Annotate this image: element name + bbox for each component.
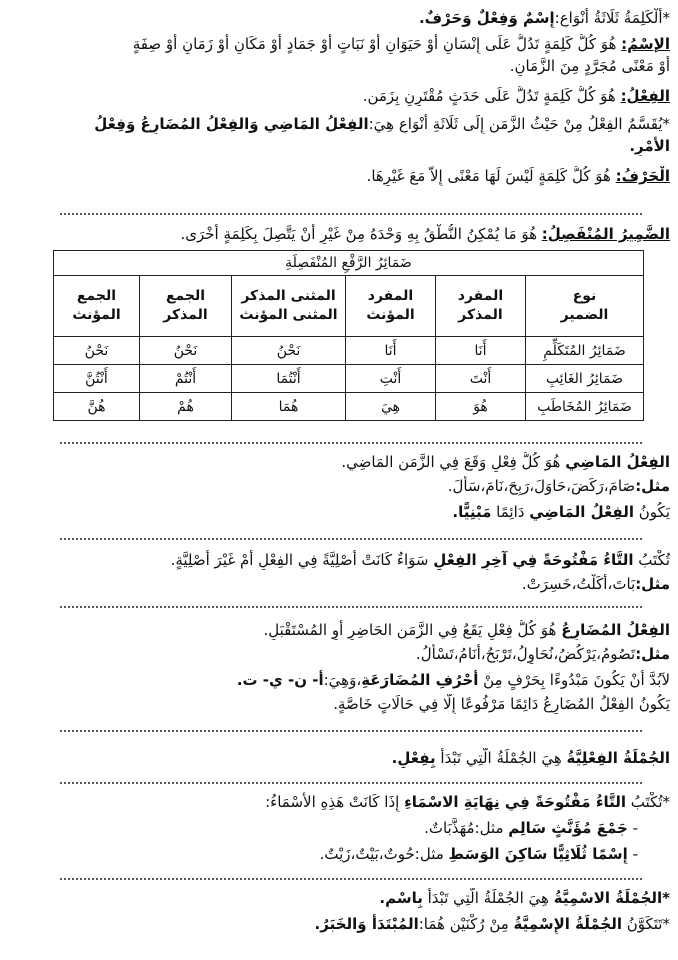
dotted-separator xyxy=(60,213,642,215)
text: مثل:حُوتٌ،بَيْتٌ،زَيْتٌ. xyxy=(319,845,449,863)
table-cell: أَنْتُنَّ xyxy=(53,365,139,393)
table-cell: هُوَ xyxy=(436,393,526,421)
text: يَكُونُ xyxy=(634,503,670,521)
feminine-plural-line xyxy=(6,818,638,838)
noun-definition-line xyxy=(6,34,670,54)
text: - xyxy=(627,819,638,837)
dotted-separator xyxy=(60,442,642,444)
dotted-separator xyxy=(60,538,642,540)
verb-types-cont-line xyxy=(6,136,670,156)
pronouns-table xyxy=(53,250,644,421)
text: *تَتَكَوَّنُ xyxy=(621,915,670,933)
table-row xyxy=(53,365,643,393)
term-noun: الإسْمُ: xyxy=(621,35,670,53)
table-cell: أَنْتِ xyxy=(346,365,436,393)
dotted-separator xyxy=(60,878,642,880)
example-label: مثل: xyxy=(635,645,670,663)
term-particle: الْحَرْفُ: xyxy=(615,167,670,185)
text: *أَلْكَلِمَةُ ثَلَاثَةُ أَنْوَاعٍ: xyxy=(554,9,670,27)
text: مِنْ رُكْنَيْنِ هُمَا: xyxy=(418,915,514,933)
text: يَكُونُ الفِعْلُ المُضَارِعُ دَائِمًا مَرْفُوعًا إِلَّا فِي حَالَاتٍ خَاصَّةٍ. xyxy=(333,695,670,713)
example-label: مثل: xyxy=(635,477,670,495)
text: سَوَاءٌ كَانَتْ أَصْلِيَّةً فِي الفِعْلِ أَمْ غَيْرَ أَصْلِيَّةٍ. xyxy=(170,551,434,569)
dotted-separator xyxy=(60,730,642,732)
past-verb-example-line xyxy=(6,476,670,496)
table-header-row xyxy=(53,276,643,337)
text: هِيَ الجُمْلَةُ الَّتِي تَبْدَأُ xyxy=(435,749,567,767)
bold-text: بِفِعْلٍ. xyxy=(391,749,436,767)
text: هُوَ كُلُّ كَلِمَةٍ لَيْسَ لَهَا مَعْنًى إِلاَّ مَعَ غَيْرِهَا. xyxy=(366,167,616,185)
table-cell: أَنْتَ xyxy=(436,365,526,393)
term-present-verb: الفِعْلُ المُضَارِعُ xyxy=(561,621,670,639)
bold-text: بِاسْمٍ. xyxy=(379,889,423,907)
bold-text: الفِعْلُ المَاضِي وَالفِعْلُ المُضَارِعُ وَفِعْلُ xyxy=(94,115,369,133)
bold-text: أ- ن- ي- ت. xyxy=(236,671,324,689)
triliteral-noun-line xyxy=(6,844,638,864)
term-verb: الفِعْلُ: xyxy=(620,87,670,105)
table-cell: ضَمَائِرُ المُخَاطَبِ xyxy=(526,393,644,421)
text: هُوَ كُلُّ كَلِمَةٍ تَدُلُّ عَلَى حَدَثٍ مُقْتَرِنٍ بِزَمَنٍ. xyxy=(362,87,621,105)
example-label: مثل: xyxy=(635,575,670,593)
header-cell: نوع الضمير xyxy=(526,276,644,337)
open-taa-noun-line xyxy=(6,792,670,812)
table-cell: هُمْ xyxy=(140,393,232,421)
header-cell: الجمع المؤنث xyxy=(53,276,139,337)
table-cell: ضَمَائِرُ الغَائِبِ xyxy=(526,365,644,393)
term-verbal-sentence: الجُمْلَةُ الفِعْلِيَّةُ xyxy=(566,749,670,767)
pronoun-definition-line xyxy=(6,224,670,244)
term-past-verb: الفِعْلُ المَاضِي xyxy=(565,453,670,471)
bold-text: الأَمْرِ. xyxy=(629,137,670,155)
text: أَوْ مَعْنًى مُجَرَّدٍ مِنَ الزَّمَانِ. xyxy=(509,57,670,75)
past-verb-rule-line xyxy=(6,502,670,522)
table-cell: هِيَ xyxy=(346,393,436,421)
header-cell: المفرد المذكر xyxy=(436,276,526,337)
open-taa-verb-line xyxy=(6,550,670,570)
table-cell: هُمَا xyxy=(232,393,346,421)
table-row xyxy=(53,393,643,421)
text: ،وَهِيَ: xyxy=(323,671,362,689)
table-cell: أَنْتُمْ xyxy=(140,365,232,393)
present-verb-rule-line xyxy=(6,694,670,714)
text: *تُكْتَبُ xyxy=(626,793,670,811)
text: لاَبُدَّ أَنْ يَكُونَ مَبْدُوءًا بِحَرْفٍ مِنْ xyxy=(478,671,670,689)
past-verb-definition-line xyxy=(6,452,670,472)
types-of-word-line xyxy=(6,8,670,28)
verb-types-line xyxy=(6,114,670,134)
present-verb-example-line xyxy=(6,644,670,664)
table-cell: نَحْنُ xyxy=(53,337,139,365)
bold-text: إِسْمًا ثُلَاثِيًّا سَاكِنَ الوَسَطِ xyxy=(448,845,628,863)
noun-definition-cont-line xyxy=(6,56,670,76)
text: تُكْتَبُ xyxy=(633,551,670,569)
bold-text: التَّاءُ مَفْتُوحَةً فِي نِهَايَةِ الاسْمَاءِ xyxy=(404,793,627,811)
table-cell: أَنَا xyxy=(346,337,436,365)
present-verb-definition-line xyxy=(6,620,670,640)
text: بَاتَ،أَكَلْتُ،خَسِرَتْ. xyxy=(521,575,636,593)
text: هُوَ مَا يُمْكِنُ النُّطْقُ بِهِ وَحْدَهُ مِنْ غَيْرِ أَنْ يَتَّصِلَ بِكَلِمَةٍ أُخْرَى. xyxy=(180,225,542,243)
text: دَائِمًا xyxy=(491,503,530,521)
bold-text: التَّاءُ مَفْتُوحَةً فِي آخِرِ الفِعْلِ xyxy=(433,551,634,569)
header-cell: المثنى المذكر المثنى المؤنث xyxy=(232,276,346,337)
text: تَصُومُ،يَرْكُضُ،نُحَاوِلُ،تَرْبَحُ،أَنَامُ،تَسْأَلُ. xyxy=(415,645,636,663)
table-cell: أَنْتُمَا xyxy=(232,365,346,393)
text: هِيَ الجُمْلَةُ الَّتِي تَبْدَأُ xyxy=(422,889,554,907)
verbal-sentence-line xyxy=(6,748,670,768)
verb-definition-line xyxy=(6,86,670,106)
dotted-separator xyxy=(60,782,642,784)
text: هُوَ كُلُّ فِعْلٍ وَقَعَ فِي الزَّمَنِ المَاضِي. xyxy=(341,453,566,471)
open-taa-example-line xyxy=(6,574,670,594)
table-cell: ضَمَائِرُ المُتَكَلِّمِ xyxy=(526,337,644,365)
nominal-sentence-parts-line xyxy=(6,914,670,934)
bold-text: إِسْمٌ وَفِعْلٌ وَحَرْفٌ. xyxy=(418,9,555,27)
bold-text: المُبْتَدَأُ وَالخَبَرُ. xyxy=(314,915,419,933)
table-cell: هُنَّ xyxy=(53,393,139,421)
particle-definition-line xyxy=(6,166,670,186)
text: إِذَا كَانَتْ هَذِهِ الأَسْمَاءُ: xyxy=(265,793,405,811)
text: - xyxy=(627,845,638,863)
text: مثل:مُهَذَّبَاتٌ. xyxy=(424,819,509,837)
header-cell: الجمع المذكر xyxy=(140,276,232,337)
dotted-separator xyxy=(60,606,642,608)
text: *يُقَسَّمُ الفِعْلُ مِنْ حَيْثُ الزَّمَنِ إِلَى ثَلَاثَةِ أَنْوَاعٍ هِيَ: xyxy=(368,115,670,133)
nominal-sentence-line xyxy=(6,888,670,908)
text: صَامَ،رَكَضَ،حَاوَلَ،رَبِحَ،نَامَ،سَأَلَ. xyxy=(447,477,636,495)
bold-text: الجُمْلَةُ الإِسْمِيَّةُ xyxy=(513,915,622,933)
present-verb-letters-line xyxy=(6,670,670,690)
table-cell: أَنَا xyxy=(436,337,526,365)
header-cell: المفرد المؤنث xyxy=(346,276,436,337)
text: هُوَ كُلُّ كَلِمَةٍ تَدُلُّ عَلَى إِنْسَانٍ أَوْ حَيَوَانٍ أَوْ نَبَاتٍ أَوْ جَمَادٍ أَوْ مَكَانٍ أَوْ زَمَانٍ أَوْ صِفَةٍ xyxy=(132,35,622,53)
table-caption: ضَمَائِرُ الرَّفْعِ المُنْفَصِلَةِ xyxy=(53,251,643,276)
bold-text: جَمْعَ مُؤَنَّثٍ سَالِمٍ xyxy=(508,819,628,837)
table-row xyxy=(53,337,643,365)
table-cell: نَحْنُ xyxy=(140,337,232,365)
table-cell: نَحْنُ xyxy=(232,337,346,365)
bold-text: أَحْرُفِ المُضَارَعَةِ xyxy=(361,671,479,689)
text: هُوَ كُلُّ فِعْلٍ يَقَعُ فِي الزَّمَنِ الحَاضِرِ أَوِ المُسْتَقْبَلِ. xyxy=(263,621,562,639)
bold-text: الفِعْلُ المَاضِي xyxy=(529,503,634,521)
term-pronoun: الضَّمِيرُ المُنْفَصِلُ: xyxy=(541,225,670,243)
term-nominal-sentence: *الجُمْلَةُ الاسْمِيَّةُ xyxy=(553,889,670,907)
bold-text: مَبْنِيًّا. xyxy=(452,503,492,521)
